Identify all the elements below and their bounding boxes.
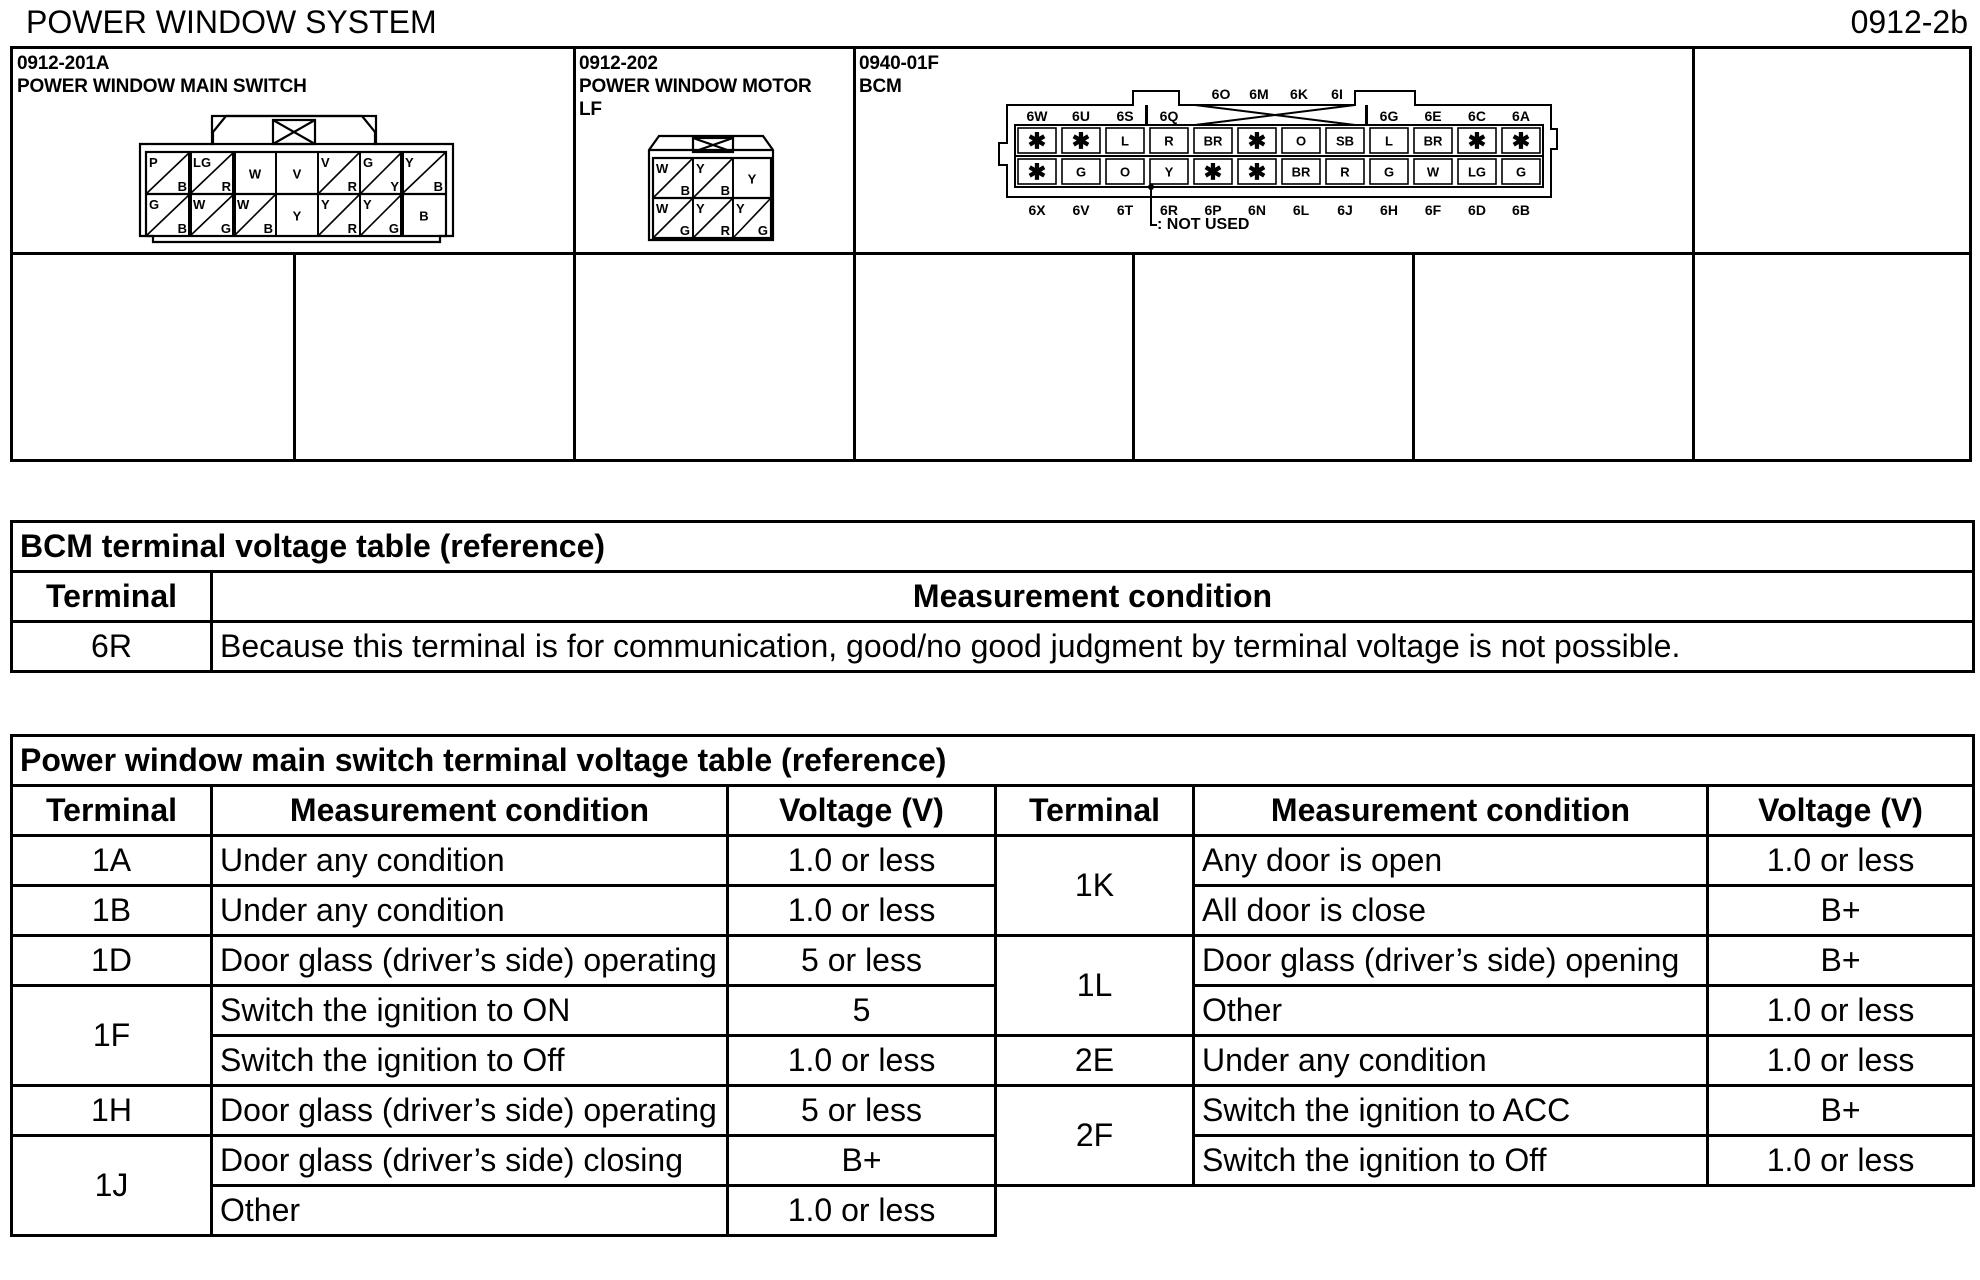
wire-color-label: W xyxy=(656,161,669,176)
terminal-number-label: 6J xyxy=(1337,202,1353,218)
wire-color-label: ✱ xyxy=(1467,128,1487,154)
column-header: Voltage (V) xyxy=(1708,786,1974,836)
latch-bar xyxy=(232,152,236,236)
voltage-cell: 1.0 or less xyxy=(1708,986,1974,1036)
connector-label-main-switch xyxy=(17,52,307,98)
terminal-number-label: 6C xyxy=(1468,108,1486,124)
wire-color-label: O xyxy=(1295,133,1307,149)
page-code: 0912-2b xyxy=(1850,4,1968,40)
voltage-cell: 5 xyxy=(728,986,996,1036)
wire-color-label: P xyxy=(149,155,158,170)
terminal-number-label: 6W xyxy=(1026,108,1048,124)
voltage-cell: 1.0 or less xyxy=(728,1186,996,1236)
voltage-cell: 5 or less xyxy=(728,1086,996,1136)
wire-color-label: G xyxy=(679,223,690,238)
wire-color-label: B xyxy=(263,221,273,236)
wire-color-label: G xyxy=(149,197,160,212)
table-row xyxy=(12,986,1974,1036)
column-header: Voltage (V) xyxy=(728,786,996,836)
table-row xyxy=(12,622,1974,672)
wire-color-label: BR xyxy=(1203,133,1223,149)
voltage-cell: 1.0 or less xyxy=(1708,836,1974,886)
grid-divider-v xyxy=(293,252,296,459)
wire-color-label: O xyxy=(1119,164,1131,180)
terminal-cell: 1L xyxy=(996,936,1194,1036)
terminal-number-label: 6U xyxy=(1072,108,1090,124)
connector-code: 0912-202 xyxy=(579,53,658,74)
connector-label-bcm xyxy=(859,52,939,98)
wire-color-label: W xyxy=(1426,164,1440,180)
wire-color-label: V xyxy=(292,166,302,182)
grid-divider-v xyxy=(1412,252,1415,459)
column-header: Terminal xyxy=(12,572,212,622)
terminal-number-label: 6X xyxy=(1028,202,1046,218)
wire-color-label: B xyxy=(177,221,187,236)
connector-code: 0912-201A xyxy=(17,53,110,74)
wire-color-label: SB xyxy=(1335,133,1355,149)
table-row xyxy=(12,936,1974,986)
condition-cell: Other xyxy=(212,1186,728,1236)
switch-voltage-table xyxy=(10,734,1975,1237)
voltage-cell: 1.0 or less xyxy=(728,836,996,886)
wire-color-label: W xyxy=(248,166,262,182)
wire-color-label: ✱ xyxy=(1247,128,1267,154)
wire-color-label: W xyxy=(237,197,250,212)
page-title: POWER WINDOW SYSTEM xyxy=(26,4,437,40)
grid-divider-v xyxy=(853,49,856,459)
wire-color-label: Y xyxy=(321,197,330,212)
condition-cell: Because this terminal is for communication, good/no good judgment by terminal voltage is not possible. xyxy=(212,622,1974,672)
column-header: Terminal xyxy=(12,786,212,836)
condition-cell: Under any condition xyxy=(212,886,728,936)
wire-color-label: Y xyxy=(696,201,705,216)
wire-color-label: Y xyxy=(405,155,414,170)
connector-name: POWER WINDOW MAIN SWITCH xyxy=(17,76,307,97)
table-row xyxy=(12,1186,1974,1236)
wire-color-label: LG xyxy=(1467,164,1487,180)
terminal-number-label: 6E xyxy=(1424,108,1442,124)
voltage-cell: B+ xyxy=(728,1136,996,1186)
wire-color-label: G xyxy=(388,221,399,236)
wire-color-label: R xyxy=(347,179,357,194)
terminal-cell: 2F xyxy=(996,1086,1194,1186)
wire-color-label: W xyxy=(193,197,206,212)
condition-cell: Switch the ignition to ON xyxy=(212,986,728,1036)
voltage-cell: 1.0 or less xyxy=(1708,1136,1974,1186)
wire-color-label: BR xyxy=(1291,164,1311,180)
wire-color-label: B xyxy=(177,179,187,194)
terminal-number-label: 6I xyxy=(1331,86,1343,102)
terminal-number-label: 6N xyxy=(1248,202,1266,218)
wire-color-label: Y xyxy=(747,171,757,187)
voltage-cell: 1.0 or less xyxy=(728,886,996,936)
wire-color-label: BR xyxy=(1423,133,1443,149)
terminal-number-label: 6A xyxy=(1512,108,1530,124)
wire-color-label: G xyxy=(1075,164,1087,180)
terminal-cell: 1J xyxy=(12,1136,212,1236)
wire-color-label: Y xyxy=(292,208,302,224)
voltage-cell: 1.0 or less xyxy=(728,1036,996,1086)
terminal-cell: 1F xyxy=(12,986,212,1086)
terminal-number-label: 6R xyxy=(1160,202,1178,218)
wire-color-label: Y xyxy=(363,197,372,212)
wire-color-label: R xyxy=(1340,164,1350,180)
wire-color-label: ✱ xyxy=(1071,128,1091,154)
table-row xyxy=(12,886,1974,936)
wire-color-label: ✱ xyxy=(1511,128,1531,154)
latch-bar xyxy=(400,152,404,236)
wire-color-label: G xyxy=(220,221,231,236)
terminal-number-label: 6D xyxy=(1468,202,1486,218)
condition-cell: Door glass (driver’s side) operating xyxy=(212,936,728,986)
terminal-cell: 1K xyxy=(996,836,1194,936)
wire-color-label: ✱ xyxy=(1247,159,1267,185)
condition-cell: Door glass (driver’s side) closing xyxy=(212,1136,728,1186)
wire-color-label: V xyxy=(321,155,330,170)
terminal-number-label: 6P xyxy=(1204,202,1222,218)
grid-divider-v xyxy=(573,49,576,459)
wire-color-label: ✱ xyxy=(1203,159,1223,185)
wire-color-label: R xyxy=(347,221,357,236)
condition-cell: All door is close xyxy=(1194,886,1708,936)
terminal-cell: 1D xyxy=(12,936,212,986)
wire-color-label: R xyxy=(720,223,730,238)
terminal-number-label: 6H xyxy=(1380,202,1398,218)
terminal-number-label: 6B xyxy=(1512,202,1530,218)
condition-cell: Door glass (driver’s side) opening xyxy=(1194,936,1708,986)
connector-grid xyxy=(10,46,1972,462)
table-row xyxy=(12,1086,1974,1136)
block-divider xyxy=(1365,105,1368,125)
terminal-cell: 1B xyxy=(12,886,212,936)
wire-color-label: W xyxy=(656,201,669,216)
wire-color-label: R xyxy=(1164,133,1174,149)
connector-code: 0940-01F xyxy=(859,53,939,74)
condition-cell: Under any condition xyxy=(1194,1036,1708,1086)
wire-color-label: B xyxy=(419,208,429,224)
terminal-number-label: 6K xyxy=(1290,86,1308,102)
connector-name: POWER WINDOW MOTOR xyxy=(579,76,812,97)
grid-divider-v xyxy=(1692,49,1695,459)
wire-color-label: Y xyxy=(1164,164,1174,180)
wire-color-label: ✱ xyxy=(1027,159,1047,185)
terminal-number-label: 6G xyxy=(1379,108,1399,124)
condition-cell: Door glass (driver’s side) operating xyxy=(212,1086,728,1136)
column-header: Measurement condition xyxy=(212,786,728,836)
bcm-voltage-table xyxy=(10,520,1975,673)
main-switch-connector-diagram xyxy=(128,114,468,246)
condition-cell: Switch the ignition to ACC xyxy=(1194,1086,1708,1136)
voltage-cell: B+ xyxy=(1708,936,1974,986)
table-row xyxy=(12,1036,1974,1086)
wire-color-label: B xyxy=(720,183,730,198)
condition-cell: Any door is open xyxy=(1194,836,1708,886)
voltage-cell: B+ xyxy=(1708,886,1974,936)
terminal-number-label: 6M xyxy=(1249,86,1269,102)
wire-color-label: ✱ xyxy=(1027,128,1047,154)
column-header: Measurement condition xyxy=(212,572,1974,622)
table-row xyxy=(12,836,1974,886)
terminal-cell: 1A xyxy=(12,836,212,886)
wire-color-label: L xyxy=(1121,133,1129,149)
terminal-number-label: 6T xyxy=(1116,202,1134,218)
grid-divider-h xyxy=(13,252,1969,255)
terminal-cell: 1H xyxy=(12,1086,212,1136)
terminal-cell: 2E xyxy=(996,1036,1194,1086)
terminal-number-label: 6V xyxy=(1072,202,1090,218)
wire-color-label: G xyxy=(1383,164,1395,180)
table-caption: BCM terminal voltage table (reference) xyxy=(12,522,1974,572)
terminal-number-label: 6Q xyxy=(1159,108,1179,124)
wire-color-label: R xyxy=(221,179,231,194)
wire-color-label: L xyxy=(1385,133,1393,149)
bcm-connector-diagram xyxy=(995,69,1575,249)
terminal-number-label: 6S xyxy=(1116,108,1134,124)
condition-cell: Switch the ignition to Off xyxy=(212,1036,728,1086)
grid-divider-v xyxy=(1132,252,1135,459)
terminal-cell: 6R xyxy=(12,622,212,672)
connector-name: BCM xyxy=(859,76,902,97)
motor-connector-diagram xyxy=(641,132,791,244)
wire-color-label: G xyxy=(757,223,768,238)
wire-color-label: B xyxy=(680,183,690,198)
wire-color-label: Y xyxy=(696,161,705,176)
connector-name-2: LF xyxy=(579,99,602,120)
wire-color-label: G xyxy=(363,155,374,170)
block-divider xyxy=(1145,105,1148,125)
condition-cell: Other xyxy=(1194,986,1708,1036)
column-header: Measurement condition xyxy=(1194,786,1708,836)
terminal-number-label: 6F xyxy=(1424,202,1442,218)
table-row xyxy=(12,1136,1974,1186)
wire-color-label: LG xyxy=(193,155,212,170)
wire-color-label: G xyxy=(1515,164,1527,180)
condition-cell: Under any condition xyxy=(212,836,728,886)
wire-color-label: B xyxy=(433,179,443,194)
condition-cell: Switch the ignition to Off xyxy=(1194,1136,1708,1186)
voltage-cell: 5 or less xyxy=(728,936,996,986)
connector-label-motor xyxy=(579,52,811,121)
bcm-note: : NOT USED xyxy=(1157,216,1250,233)
latch-bar xyxy=(188,152,192,236)
table-caption: Power window main switch terminal voltage table (reference) xyxy=(12,736,1974,786)
column-header: Terminal xyxy=(996,786,1194,836)
terminal-number-label: 6L xyxy=(1292,202,1310,218)
voltage-cell: 1.0 or less xyxy=(1708,1036,1974,1086)
terminal-number-label: 6O xyxy=(1211,86,1231,102)
wire-color-label: Y xyxy=(390,179,399,194)
voltage-cell: B+ xyxy=(1708,1086,1974,1136)
wire-color-label: Y xyxy=(736,201,745,216)
